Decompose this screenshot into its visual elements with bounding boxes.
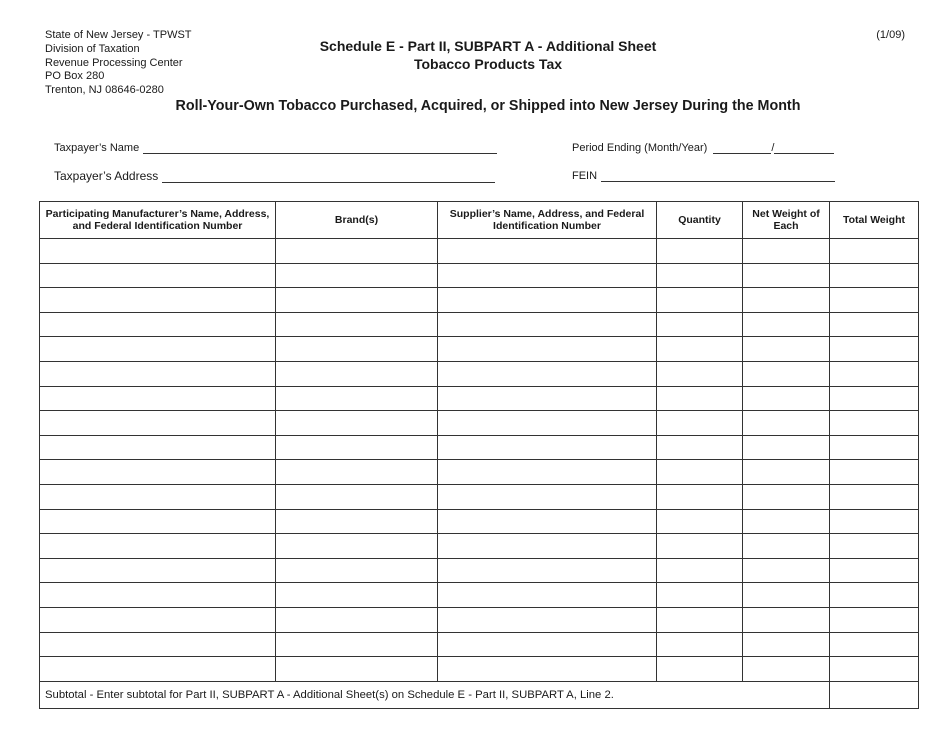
col-header-quantity: Quantity [657,202,743,239]
address-line: Trenton, NJ 08646-0280 [45,84,164,97]
table-row [40,657,919,682]
subtotal-row [40,681,919,708]
cell-brands[interactable] [276,607,438,632]
cell-supplier[interactable] [438,435,657,460]
cell-total-weight[interactable] [830,657,919,682]
cell-brands[interactable] [276,239,438,264]
cell-brands[interactable] [276,263,438,288]
cell-net-weight[interactable] [743,632,830,657]
table-row [40,386,919,411]
form-title-line2: Tobacco Products Tax [413,55,563,72]
period-ending-row [572,142,834,154]
col-header-manufacturer: Participating Manufacturer’s Name, Address, and Federal Identification Number [40,202,276,239]
cell-supplier[interactable] [438,460,657,485]
revision-date: (1/09) [876,29,905,41]
cell-quantity[interactable] [657,509,743,534]
cell-quantity[interactable] [657,460,743,485]
cell-net-weight[interactable] [743,460,830,485]
cell-brands[interactable] [276,411,438,436]
cell-brands[interactable] [276,534,438,559]
cell-net-weight[interactable] [743,558,830,583]
cell-total-weight[interactable] [830,583,919,608]
cell-total-weight[interactable] [830,607,919,632]
col-header-total-weight: Total Weight [830,202,919,239]
cell-net-weight[interactable] [743,534,830,559]
cell-supplier[interactable] [438,583,657,608]
cell-manufacturer[interactable] [40,583,276,608]
cell-brands[interactable] [276,632,438,657]
cell-total-weight[interactable] [830,484,919,509]
cell-quantity[interactable] [657,337,743,362]
cell-quantity[interactable] [657,607,743,632]
cell-supplier[interactable] [438,263,657,288]
cell-quantity[interactable] [657,312,743,337]
cell-manufacturer[interactable] [40,361,276,386]
cell-brands[interactable] [276,484,438,509]
address-line: PO Box 280 [45,70,105,83]
subtotal-input[interactable] [830,681,919,708]
col-header-supplier: Supplier’s Name, Address, and Federal Identification Number [438,202,657,239]
cell-manufacturer[interactable] [40,460,276,485]
cell-supplier[interactable] [438,361,657,386]
cell-quantity[interactable] [657,386,743,411]
cell-total-weight[interactable] [830,239,919,264]
cell-total-weight[interactable] [830,312,919,337]
cell-net-weight[interactable] [743,583,830,608]
cell-total-weight[interactable] [830,632,919,657]
taxpayer-address-row [54,169,495,183]
cell-manufacturer[interactable] [40,534,276,559]
cell-quantity[interactable] [657,657,743,682]
period-year-input[interactable] [774,142,834,154]
cell-manufacturer[interactable] [40,435,276,460]
cell-supplier[interactable] [438,411,657,436]
table-row [40,337,919,362]
cell-manufacturer[interactable] [40,607,276,632]
cell-brands[interactable] [276,386,438,411]
cell-brands[interactable] [276,435,438,460]
cell-total-weight[interactable] [830,263,919,288]
fein-row [572,170,835,182]
table-row [40,361,919,386]
cell-net-weight[interactable] [743,435,830,460]
cell-net-weight[interactable] [743,657,830,682]
cell-total-weight[interactable] [830,509,919,534]
cell-total-weight[interactable] [830,361,919,386]
cell-net-weight[interactable] [743,337,830,362]
cell-total-weight[interactable] [830,337,919,362]
cell-manufacturer[interactable] [40,386,276,411]
table-row [40,288,919,313]
taxpayer-name-input[interactable] [143,142,497,154]
cell-brands[interactable] [276,509,438,534]
cell-net-weight[interactable] [743,607,830,632]
cell-supplier[interactable] [438,632,657,657]
cell-total-weight[interactable] [830,558,919,583]
cell-manufacturer[interactable] [40,484,276,509]
col-header-brands: Brand(s) [276,202,438,239]
cell-quantity[interactable] [657,583,743,608]
cell-brands[interactable] [276,558,438,583]
cell-quantity[interactable] [657,411,743,436]
table-row [40,534,919,559]
cell-quantity[interactable] [657,558,743,583]
cell-supplier[interactable] [438,657,657,682]
form-title-line1: Schedule E - Part II, SUBPART A - Additional Sheet [319,38,657,54]
cell-supplier[interactable] [438,386,657,411]
cell-total-weight[interactable] [830,435,919,460]
cell-total-weight[interactable] [830,411,919,436]
cell-quantity[interactable] [657,239,743,264]
cell-brands[interactable] [276,337,438,362]
subtotal-label: Subtotal - Enter subtotal for Part II, SUBPART A - Additional Sheet(s) on Schedule E - Part II, SUBPART A, Line 2. [40,681,830,708]
purchases-table [39,201,919,709]
table-row [40,435,919,460]
table-row [40,411,919,436]
cell-quantity[interactable] [657,534,743,559]
table-header [40,202,919,239]
cell-manufacturer[interactable] [40,657,276,682]
cell-net-weight[interactable] [743,509,830,534]
cell-brands[interactable] [276,657,438,682]
cell-supplier[interactable] [438,607,657,632]
cell-net-weight[interactable] [743,288,830,313]
taxpayer-name-label: Taxpayer’s Name [54,142,140,154]
address-line: State of New Jersey - TPWST [45,29,192,41]
table-row [40,607,919,632]
cell-net-weight[interactable] [743,484,830,509]
cell-net-weight[interactable] [743,312,830,337]
table-row [40,312,919,337]
cell-quantity[interactable] [657,361,743,386]
cell-total-weight[interactable] [830,460,919,485]
cell-net-weight[interactable] [743,361,830,386]
fein-label: FEIN [572,170,598,182]
form-title [288,38,688,73]
form-subtitle: Roll-Your-Own Tobacco Purchased, Acquired, or Shipped into New Jersey During the Month [175,98,801,114]
cell-total-weight[interactable] [830,534,919,559]
cell-manufacturer[interactable] [40,288,276,313]
cell-supplier[interactable] [438,312,657,337]
table-row [40,239,919,264]
table-row [40,558,919,583]
cell-total-weight[interactable] [830,386,919,411]
cell-quantity[interactable] [657,632,743,657]
taxpayer-address-label: Taxpayer’s Address [54,169,159,183]
table-row [40,509,919,534]
cell-supplier[interactable] [438,288,657,313]
cell-net-weight[interactable] [743,411,830,436]
col-header-net-weight: Net Weight of Each [743,202,830,239]
cell-manufacturer[interactable] [40,509,276,534]
cell-manufacturer[interactable] [40,558,276,583]
cell-supplier[interactable] [438,558,657,583]
cell-manufacturer[interactable] [40,263,276,288]
period-ending-label: Period Ending (Month/Year) [572,142,708,154]
address-line: Division of Taxation [45,42,140,55]
cell-brands[interactable] [276,312,438,337]
cell-manufacturer[interactable] [40,312,276,337]
cell-total-weight[interactable] [830,288,919,313]
cell-supplier[interactable] [438,509,657,534]
cell-supplier[interactable] [438,484,657,509]
agency-address [45,29,192,98]
table-row [40,460,919,485]
taxpayer-address-input[interactable] [162,171,495,183]
period-separator: / [771,142,775,154]
table-row [40,632,919,657]
cell-net-weight[interactable] [743,263,830,288]
table-row [40,583,919,608]
cell-quantity[interactable] [657,435,743,460]
cell-brands[interactable] [276,583,438,608]
cell-quantity[interactable] [657,263,743,288]
address-line: Revenue Processing Center [45,56,183,69]
fein-input[interactable] [601,170,835,182]
table-row [40,484,919,509]
cell-manufacturer[interactable] [40,337,276,362]
cell-manufacturer[interactable] [40,632,276,657]
cell-brands[interactable] [276,288,438,313]
cell-brands[interactable] [276,361,438,386]
cell-quantity[interactable] [657,484,743,509]
cell-quantity[interactable] [657,288,743,313]
cell-net-weight[interactable] [743,386,830,411]
cell-supplier[interactable] [438,239,657,264]
table-row [40,263,919,288]
taxpayer-name-row [54,142,497,154]
cell-net-weight[interactable] [743,239,830,264]
cell-brands[interactable] [276,460,438,485]
cell-manufacturer[interactable] [40,239,276,264]
period-month-input[interactable] [713,142,771,154]
cell-supplier[interactable] [438,534,657,559]
cell-supplier[interactable] [438,337,657,362]
cell-manufacturer[interactable] [40,411,276,436]
